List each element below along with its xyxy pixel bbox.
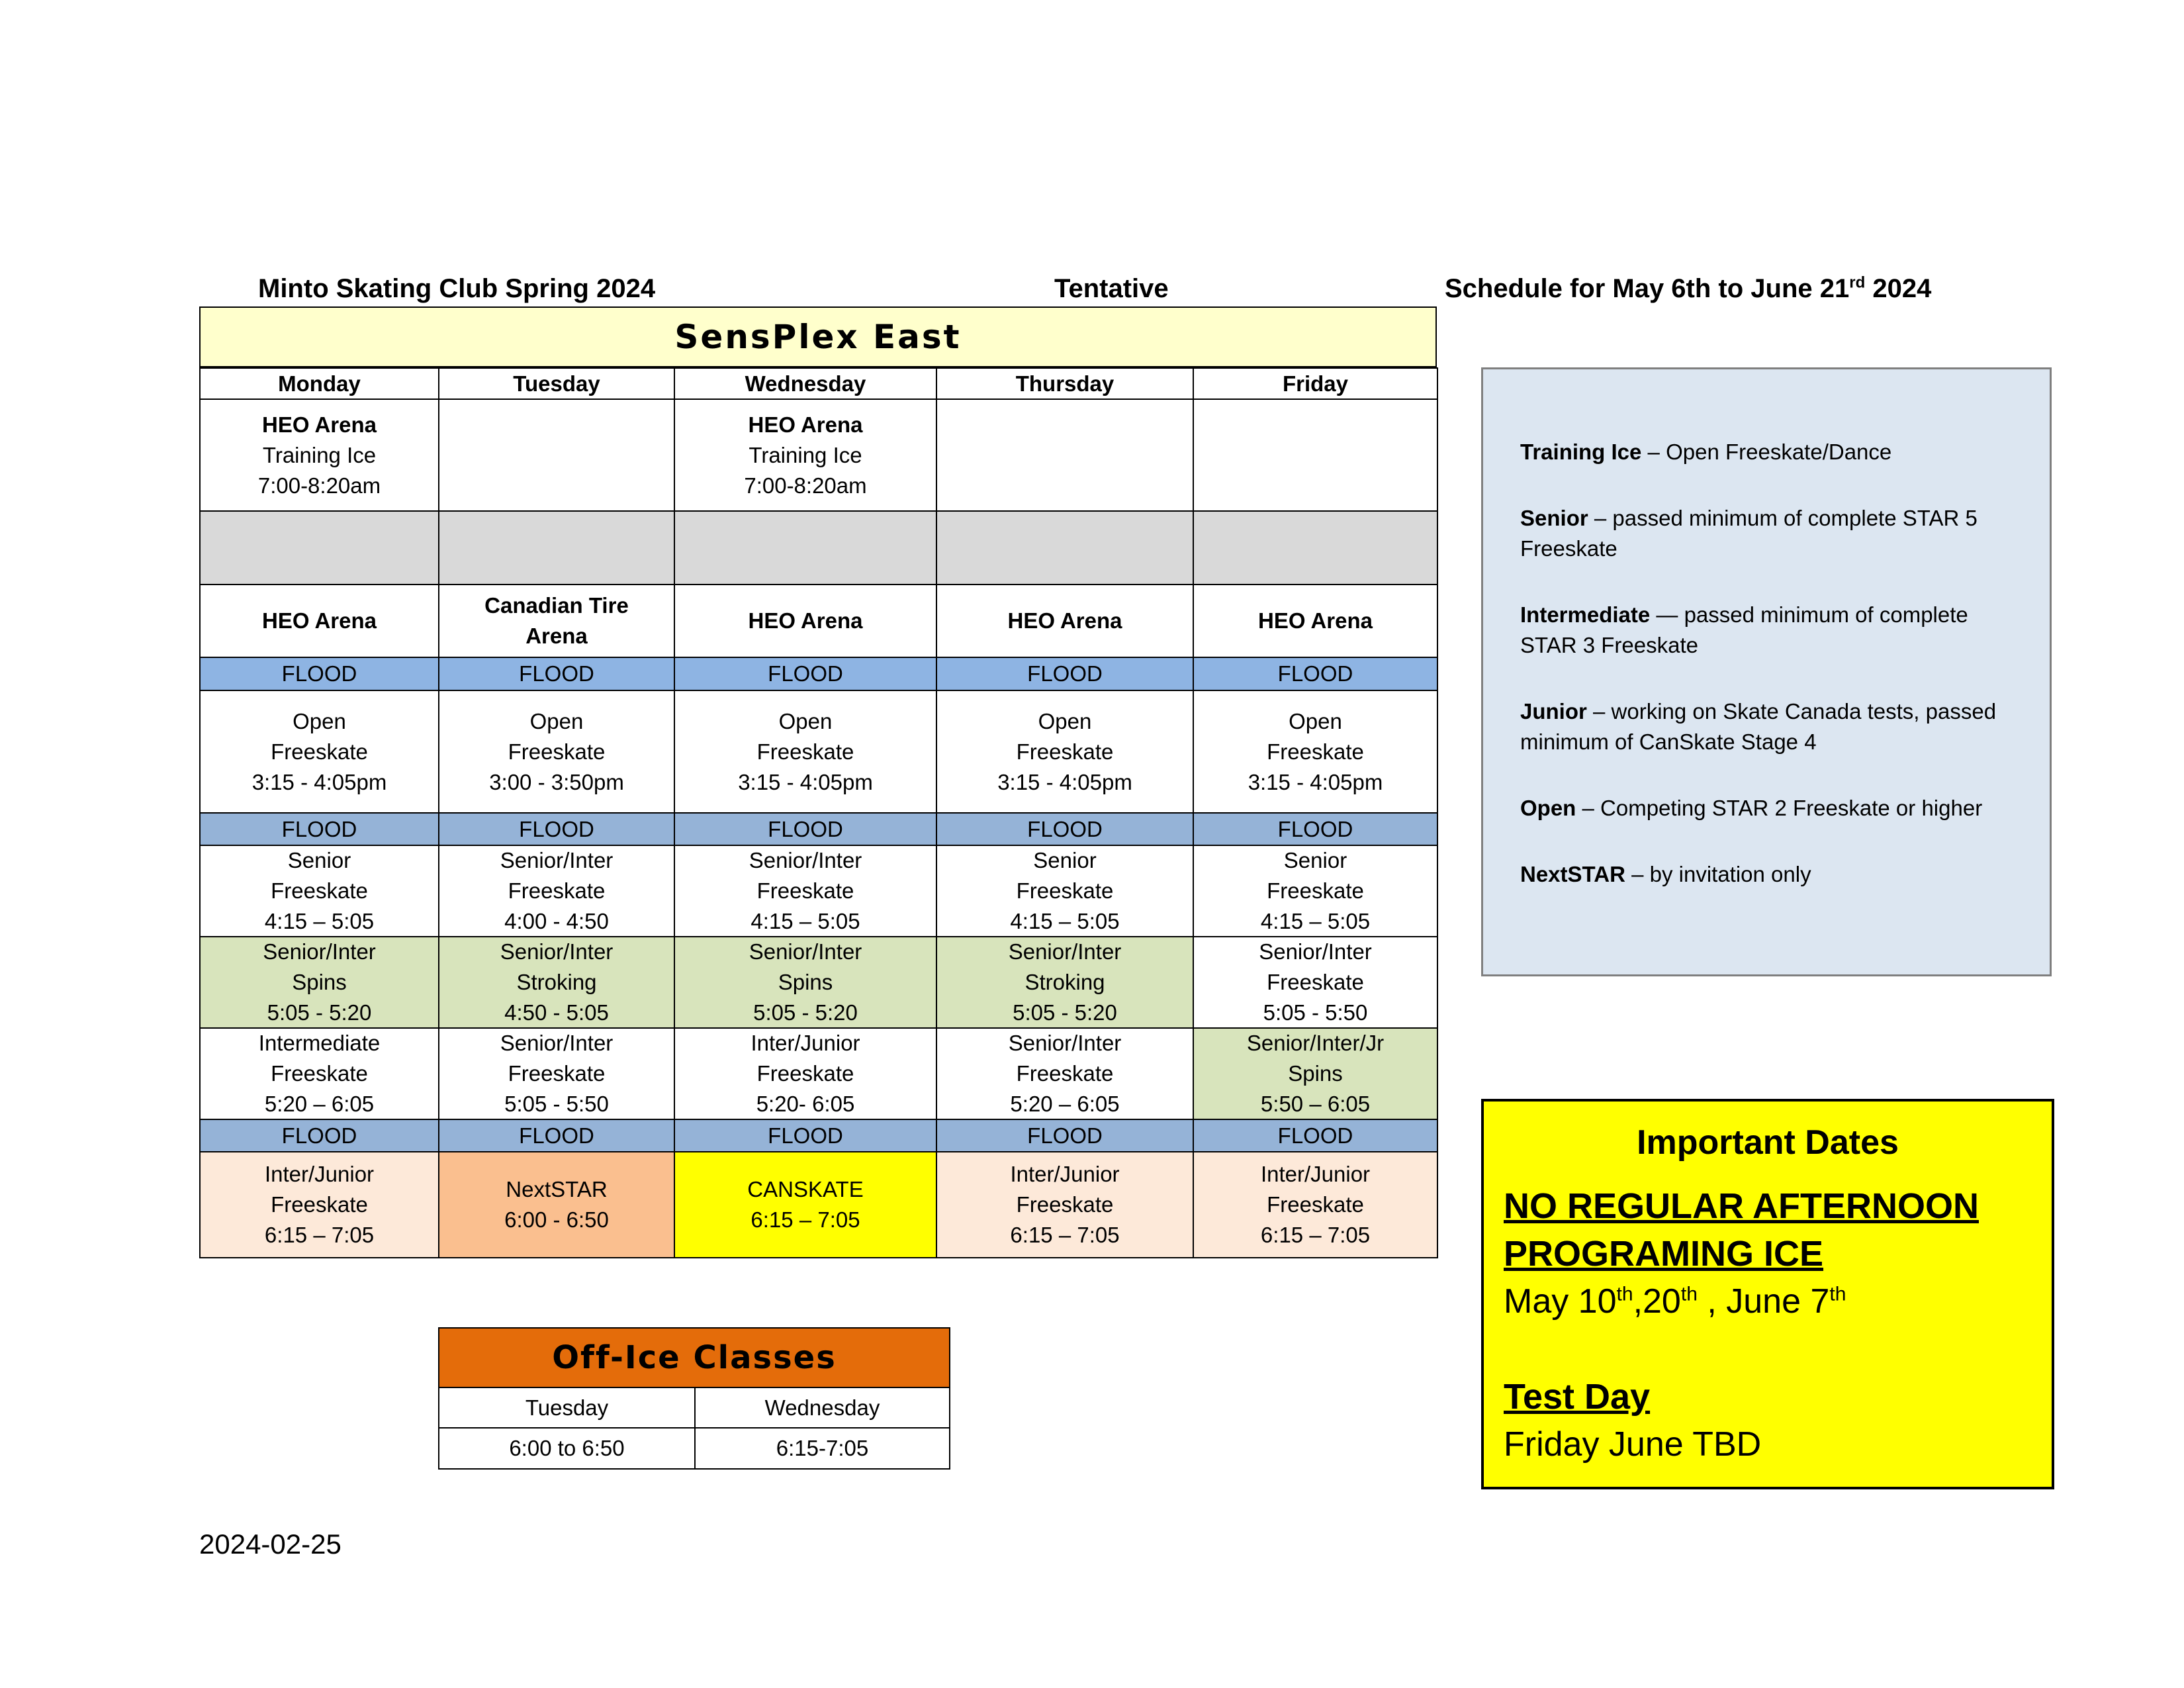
off-ice-table	[438, 1327, 950, 1470]
cell-text: HEO Arena	[1007, 608, 1122, 633]
row-c-cell-thursday	[936, 1027, 1194, 1120]
legend-desc: – Open Freeskate/Dance	[1641, 440, 1892, 464]
row-b-cell-monday	[199, 936, 439, 1029]
cell-text: Training Ice	[749, 442, 862, 467]
cell-text: Freeskate	[271, 1192, 368, 1217]
row-d-cell-tuesday	[438, 1151, 675, 1258]
flood-cell-3-tuesday: FLOOD	[438, 1119, 675, 1152]
cell-text: Freeskate	[1016, 878, 1114, 903]
legend-desc: – Competing STAR 2 Freeskate or higher	[1576, 796, 1983, 820]
cell-text: Senior	[1283, 848, 1347, 872]
cell-text: Open	[1289, 708, 1342, 733]
schedule-range-text: Schedule for May 6th to June 21	[1445, 274, 1850, 303]
important-dates-title: Important Dates	[1637, 1123, 1899, 1162]
row-b-cell-tuesday	[438, 936, 675, 1029]
cell-text: 4:15 – 5:05	[264, 909, 375, 933]
no-ice-line-1: NO REGULAR AFTERNOON	[1504, 1186, 1979, 1226]
cell-text: Senior	[287, 848, 351, 872]
cell-text: Inter/Junior	[1010, 1162, 1120, 1186]
cell-text: 6:15 – 7:05	[1010, 1223, 1120, 1247]
cell-text: Freeskate	[508, 739, 606, 764]
cell-text: Freeskate	[271, 1061, 368, 1086]
cell-text: Freeskate	[1016, 1061, 1114, 1086]
cell-text: 5:20- 6:05	[756, 1092, 855, 1116]
tentative-label: Tentative	[1054, 274, 1169, 303]
row-d-cell-wednesday	[674, 1151, 937, 1258]
cell-text: 5:50 – 6:05	[1260, 1092, 1371, 1116]
row-c-cell-tuesday	[438, 1027, 675, 1120]
cell-text: Inter/Junior	[751, 1031, 860, 1055]
day-header-thursday: Thursday	[936, 367, 1194, 400]
date-1-sup: th	[1616, 1283, 1633, 1305]
row-a-cell-thursday	[936, 845, 1194, 937]
arenas-cell-wednesday	[674, 584, 937, 658]
gray-cell-thursday	[936, 510, 1194, 585]
cell-text: 5:05 - 5:20	[1013, 1000, 1117, 1025]
cell-text: 5:05 - 5:20	[753, 1000, 858, 1025]
open-cell-monday	[199, 690, 439, 814]
row-c-cell-monday	[199, 1027, 439, 1120]
cell-text: 6:15 – 7:05	[1260, 1223, 1371, 1247]
cell-text: 5:20 – 6:05	[1010, 1092, 1120, 1116]
cell-text: HEO Arena	[262, 412, 377, 437]
cell-text: Spins	[292, 970, 347, 994]
date-3-sup: th	[1829, 1283, 1846, 1305]
gray-cell-monday	[199, 510, 439, 585]
cell-text: Arena	[525, 624, 588, 648]
cell-text: Intermediate	[258, 1031, 381, 1055]
cell-text: 4:15 – 5:05	[1260, 909, 1371, 933]
flood-cell-2-wednesday: FLOOD	[674, 812, 937, 846]
gray-cell-tuesday	[438, 510, 675, 585]
cell-text: HEO Arena	[1258, 608, 1373, 633]
legend-item	[1520, 696, 2013, 757]
cell-text: Freeskate	[1016, 739, 1114, 764]
cell-text: 4:15 – 5:05	[1010, 909, 1120, 933]
legend-desc: – working on Skate Canada tests, passed minimum of CanSkate Stage 4	[1520, 699, 1997, 754]
legend-desc: — passed minimum of complete STAR 3 Freeskate	[1520, 602, 1968, 657]
cell-text: Canadian Tire	[484, 593, 629, 618]
day-header-tuesday: Tuesday	[438, 367, 675, 400]
legend-desc: – by invitation only	[1625, 862, 1811, 886]
date-1: May 10	[1504, 1282, 1617, 1321]
cell-text: Freeskate	[1267, 1192, 1364, 1217]
cell-text: Freeskate	[271, 739, 368, 764]
flood-cell-2-monday: FLOOD	[199, 812, 439, 846]
cell-text: 6:15 – 7:05	[751, 1207, 860, 1232]
cell-text: 4:50 - 5:05	[504, 1000, 609, 1025]
row-a-cell-tuesday	[438, 845, 675, 937]
cell-text: Senior/Inter	[500, 848, 614, 872]
cell-text: Senior	[1033, 848, 1097, 872]
morning-cell-friday	[1193, 399, 1438, 512]
cell-text: 3:15 - 4:05pm	[997, 769, 1132, 794]
date-2-sup: th	[1680, 1283, 1698, 1305]
no-ice-line-2: PROGRAMING ICE	[1504, 1234, 1824, 1274]
cell-text: Freeskate	[508, 1061, 606, 1086]
flood-cell-3-wednesday: FLOOD	[674, 1119, 937, 1152]
open-cell-thursday	[936, 690, 1194, 814]
flood-cell-3-thursday: FLOOD	[936, 1119, 1194, 1152]
cell-text: 5:05 - 5:50	[1263, 1000, 1368, 1025]
cell-text: Senior/Inter	[500, 1031, 614, 1055]
cell-text: Senior/Inter	[749, 848, 862, 872]
off-ice-day-wednesday: Wednesday	[694, 1387, 950, 1429]
legend-term: NextSTAR	[1520, 862, 1625, 886]
cell-text: Freeskate	[271, 878, 368, 903]
cell-text: Open	[529, 708, 584, 733]
cell-text: Freeskate	[756, 739, 854, 764]
cell-text: Open	[778, 708, 833, 733]
cell-text: Freeskate	[756, 878, 854, 903]
cell-text: Stroking	[1024, 970, 1105, 994]
test-day-date: Friday June TBD	[1504, 1425, 1762, 1464]
row-b-cell-thursday	[936, 936, 1194, 1029]
cell-text: HEO Arena	[748, 608, 863, 633]
flood-cell-1-tuesday: FLOOD	[438, 657, 675, 691]
schedule-table	[199, 306, 1437, 1258]
flood-cell-2-friday: FLOOD	[1193, 812, 1438, 846]
cell-text: Senior/Inter	[1008, 939, 1122, 964]
flood-cell-1-thursday: FLOOD	[936, 657, 1194, 691]
flood-cell-2-thursday: FLOOD	[936, 812, 1194, 846]
test-day-title: Test Day	[1504, 1377, 1651, 1417]
date-3: , June 7	[1697, 1282, 1830, 1321]
row-b-cell-wednesday	[674, 936, 937, 1029]
cell-text: Inter/Junior	[264, 1162, 375, 1186]
legend-term: Junior	[1520, 699, 1587, 724]
no-ice-dates	[1504, 1278, 2032, 1325]
flood-cell-2-tuesday: FLOOD	[438, 812, 675, 846]
row-c-cell-friday	[1193, 1027, 1438, 1120]
legend-term: Senior	[1520, 506, 1588, 530]
arenas-cell-monday	[199, 584, 439, 658]
arenas-cell-thursday	[936, 584, 1194, 658]
schedule-range-sup: rd	[1849, 273, 1866, 292]
cell-text: Freeskate	[1267, 970, 1364, 994]
legend-term: Intermediate	[1520, 602, 1651, 627]
row-c-cell-wednesday	[674, 1027, 937, 1120]
cell-text: Spins	[1288, 1061, 1343, 1086]
cell-text: Senior/Inter	[500, 939, 614, 964]
row-d-cell-thursday	[936, 1151, 1194, 1258]
date-2: ,20	[1633, 1282, 1681, 1321]
table-title: SensPlex East	[199, 306, 1437, 367]
cell-text: HEO Arena	[748, 412, 863, 437]
cell-text: Spins	[778, 970, 833, 994]
row-b-cell-friday	[1193, 936, 1438, 1029]
legend-item	[1520, 437, 2013, 467]
cell-text: 6:00 - 6:50	[504, 1207, 609, 1232]
legend-term: Training Ice	[1520, 440, 1642, 464]
cell-text: 4:00 - 4:50	[504, 909, 609, 933]
cell-text: Freeskate	[508, 878, 606, 903]
schedule-range	[1445, 270, 1931, 307]
flood-cell-1-wednesday: FLOOD	[674, 657, 937, 691]
cell-text: 5:05 - 5:50	[504, 1092, 609, 1116]
row-d-cell-monday	[199, 1151, 439, 1258]
cell-text: Freeskate	[1267, 878, 1364, 903]
cell-text: Senior/Inter	[1008, 1031, 1122, 1055]
cell-text: Freeskate	[756, 1061, 854, 1086]
cell-text: NextSTAR	[506, 1177, 608, 1201]
open-cell-wednesday	[674, 690, 937, 814]
cell-text: 7:00-8:20am	[257, 473, 381, 498]
cell-text: Senior/Inter	[263, 939, 376, 964]
off-ice-time-wednesday: 6:15-7:05	[694, 1427, 950, 1470]
off-ice-day-tuesday: Tuesday	[438, 1387, 696, 1429]
legend-desc: – passed minimum of complete STAR 5 Freeskate	[1520, 506, 1978, 561]
cell-text: Senior/Inter/Jr	[1246, 1031, 1385, 1055]
row-a-cell-monday	[199, 845, 439, 937]
morning-cell-wednesday	[674, 399, 937, 512]
cell-text: Senior/Inter	[1259, 939, 1372, 964]
open-cell-tuesday	[438, 690, 675, 814]
schedule-range-year: 2024	[1865, 274, 1932, 303]
off-ice-title: Off-Ice Classes	[438, 1327, 950, 1388]
cell-text: 5:05 - 5:20	[267, 1000, 372, 1025]
legend-item	[1520, 503, 2013, 564]
legend-term: Open	[1520, 796, 1576, 820]
cell-text: Freeskate	[1016, 1192, 1114, 1217]
day-header-monday: Monday	[199, 367, 439, 400]
gray-cell-wednesday	[674, 510, 937, 585]
open-cell-friday	[1193, 690, 1438, 814]
flood-cell-1-monday: FLOOD	[199, 657, 439, 691]
cell-text: Freeskate	[1267, 739, 1364, 764]
cell-text: HEO Arena	[262, 608, 377, 633]
cell-text: 3:15 - 4:05pm	[1248, 769, 1383, 794]
cell-text: 3:15 - 4:05pm	[251, 769, 387, 794]
cell-text: Open	[1038, 708, 1092, 733]
cell-text: Inter/Junior	[1260, 1162, 1371, 1186]
row-a-cell-wednesday	[674, 845, 937, 937]
off-ice-time-tuesday: 6:00 to 6:50	[438, 1427, 696, 1470]
cell-text: 6:15 – 7:05	[264, 1223, 375, 1247]
club-title: Minto Skating Club Spring 2024	[258, 274, 656, 303]
legend-box	[1481, 367, 2052, 976]
cell-text: 3:15 - 4:05pm	[738, 769, 873, 794]
cell-text: Training Ice	[262, 442, 377, 467]
row-d-cell-friday	[1193, 1151, 1438, 1258]
morning-cell-monday	[199, 399, 439, 512]
flood-cell-1-friday: FLOOD	[1193, 657, 1438, 691]
cell-text: Open	[293, 708, 346, 733]
arenas-cell-tuesday	[438, 584, 675, 658]
row-a-cell-friday	[1193, 845, 1438, 937]
spacer	[1504, 1325, 2032, 1373]
legend-item	[1520, 600, 2013, 661]
legend-item	[1520, 793, 2013, 823]
cell-text: 3:00 - 3:50pm	[489, 769, 624, 794]
document-date: 2024-02-25	[199, 1528, 341, 1560]
flood-cell-3-friday: FLOOD	[1193, 1119, 1438, 1152]
cell-text: 4:15 – 5:05	[751, 909, 860, 933]
cell-text: Senior/Inter	[749, 939, 862, 964]
cell-text: CANSKATE	[747, 1177, 864, 1201]
legend-item	[1520, 859, 2013, 890]
gray-cell-friday	[1193, 510, 1438, 585]
cell-text: 5:20 – 6:05	[264, 1092, 375, 1116]
day-header-friday: Friday	[1193, 367, 1438, 400]
cell-text: Stroking	[516, 970, 597, 994]
morning-cell-thursday	[936, 399, 1194, 512]
cell-text: 7:00-8:20am	[744, 473, 867, 498]
day-header-wednesday: Wednesday	[674, 367, 937, 400]
morning-cell-tuesday	[438, 399, 675, 512]
flood-cell-3-monday: FLOOD	[199, 1119, 439, 1152]
arenas-cell-friday	[1193, 584, 1438, 658]
important-dates-box	[1481, 1099, 2054, 1489]
